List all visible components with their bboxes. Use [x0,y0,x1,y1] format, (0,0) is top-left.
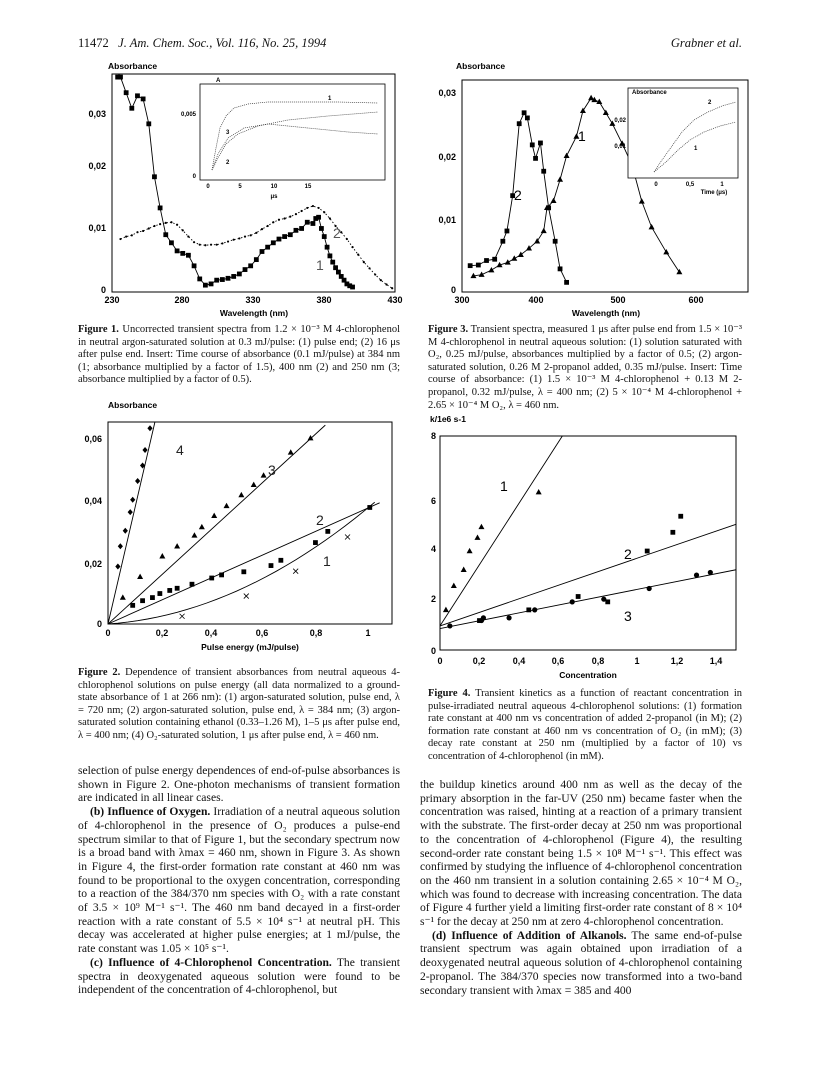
fig1-series-1-point [288,232,293,237]
fig2-xlabel: Pulse energy (mJ/pulse) [201,642,299,652]
fig1-series-2-point [193,241,195,243]
fig1-series-1-point [277,237,282,242]
fig3-xtick: 300 [454,295,470,305]
fig2-series-2-point [241,569,246,574]
fig1-series-2-point [210,244,212,246]
fig2-series-4-point [118,543,123,549]
fig3-series-1-point [518,252,524,257]
fig1-series-1-point [158,206,163,211]
fig3-series-2-point [517,121,522,126]
fig1-series-2-point [357,254,359,256]
fig1-xtick: 380 [316,295,332,305]
fig3-series-2-point [553,239,558,244]
fig3-series-1-point [564,153,570,158]
fig4-data-marks [440,436,736,629]
fig1-xticks [104,295,402,305]
fig1-series-1-point [294,228,299,233]
fig2-xtick: 0,2 [155,628,169,638]
fig4-xtick: 0,2 [472,656,486,666]
fig1-series-1-point [328,253,333,258]
fig1-series-1-point [325,245,330,250]
figure-2-caption: Figure 2. Dependence of transient absorbances from neutral aqueous 4-chlorophenol solutions on pulse energy (all data normalized to a ground-state absorbance of 1 at 266 nm): (1) argon-saturated solution, pulse end, λ = 720 nm; (2) argon-saturated solution, pulse end, λ = 384 nm; (3) argon-saturated solution containing ethanol (0.33–1.26 M), 1–5 μs after pulse end, λ = 400 nm; (4) O₂-saturated solution, 1 μs after pulse end, λ = 460 nm. [78,667,400,741]
fig2-series-3-point [159,553,165,558]
fig3-yticks [438,88,456,295]
fig2-series-4-point [130,497,135,503]
fig1-series-2-point [346,238,348,240]
fig1-series-2-line [120,206,392,288]
fig3-series-2-point [558,266,563,271]
fig1-series-1-point [319,226,324,231]
fig4-series-3-point [601,597,606,602]
fig1-series-2-point [295,213,297,215]
fig3-curve-label-1: 1 [578,128,586,144]
fig2-yticks [84,434,102,629]
fig1-series-1-point [135,93,140,98]
fig3-series-2-point [522,110,527,115]
fig3-ytick: 0,03 [438,88,456,98]
fig1-ytick: 0,03 [88,109,106,119]
fig2-xtick: 0,8 [309,628,323,638]
fig1-series-2-point [131,234,133,236]
fig3-xtick: 500 [610,295,626,305]
fig4-series-1-point [474,534,480,539]
fig1-series-2-point [153,225,155,227]
fig1-series-1-point [146,121,151,126]
fig4-xtick: 1 [634,656,640,666]
fig1-series-1-point [237,272,242,277]
fig1-series-1-point [350,285,355,290]
fig2-series-2-point [130,603,135,608]
fig2-curve-label-1: 1 [323,553,331,569]
fig1-series-1-point [118,75,123,80]
fig2-series-4-fit [108,422,155,624]
fig2-ytick: 0,04 [84,496,102,506]
fig1-ytick: 0,01 [88,223,106,233]
fig4-ytick: 2 [430,594,436,604]
fig2-series-2-point [278,558,283,563]
fig1-series-2-point [221,242,223,244]
fig3-series-1-point [541,228,547,233]
fig1-series-2-point [250,234,252,236]
fig2-series-1-point [244,594,249,599]
fig2-series-2-point [219,572,224,577]
fig4-ytick: 4 [430,544,436,554]
fig1-series-2-point [187,235,189,237]
fig4-xtick: 0 [437,656,443,666]
fig1-series-2-point [255,232,257,234]
fig1-series-1-point [322,234,327,239]
fig1-inset-xtick: 0 [206,184,210,190]
fig3-xlabel: Wavelength (nm) [571,308,641,318]
fig3-series-1-point [511,255,517,260]
fig3-xtick: 400 [528,295,544,305]
fig1-series-2-point [284,217,286,219]
fig3-inset-ytick: 0,02 [614,118,626,124]
fig2-series-4-point [135,478,140,484]
fig1-xtick: 430 [387,295,403,305]
fig1-series-1-point [220,277,225,282]
paragraph: selection of pulse energy dependences of end-of-pulse absorbances is shown in Figure 2. One-photon mechanisms of transient formation are indicated in all linear cases. [78,764,400,805]
fig3-series-1-point [557,176,563,181]
figure-1-chart [78,58,418,320]
fig3-ytick: 0,02 [438,152,456,162]
fig2-series-3-point [261,472,267,477]
paragraph: (c) Influence of 4-Chlorophenol Concentration. The transient spectra in deoxygenated aqueous solution were found to be independent of the concentration of 4-chlorophenol, but [78,955,400,997]
fig4-series-2-point [645,549,650,554]
fig1-series-2-point [176,224,178,226]
fig3-ytick: 0,01 [438,215,456,225]
figure-2-chart [78,398,418,660]
fig3-series-2-point [541,169,546,174]
fig1-curve-label-1: 1 [316,257,324,273]
fig1-series-2-point [301,210,303,212]
fig1-series-2-point [363,261,365,263]
fig1-series-1-point [311,221,316,226]
fig2-xtick: 1 [365,628,371,638]
fig4-series-1-point [443,607,449,612]
fig3-series-1-point [603,110,609,115]
fig2-series-3-point [191,532,197,537]
fig2-data-marks [108,422,380,624]
fig1-series-2-point [125,235,127,237]
fig4-series-2-fit [440,524,736,626]
fig4-series-1-point [478,524,484,529]
fig1-inset-curve-label-2: 2 [226,160,230,166]
fig1-inset-ytick: 0,005 [180,112,196,118]
fig4-series-1-point [451,583,457,588]
fig1-series-1-point [186,253,191,258]
fig2-series-3-point [137,574,143,579]
fig1-series-1-point [231,274,236,279]
fig2-curve-label-4: 4 [176,442,184,458]
paragraph: (b) Influence of Oxygen. Irradiation of a neutral aqueous solution of 4-chlorophenol in the presence of O₂ produces a pulse-end spectrum similar to that of Figure 1, but the secondary spectrum now is a broad band with λmax = 460 nm, shown in Figure 3. As shown in Figure 4, the first-order formation rate constant at 460 nm was found to be proportional to the oxygen concentration, corresponding to a reaction of the 384/370 nm species with O₂ with a rate constant of 3.5 × 10⁹ M⁻¹ s⁻¹. The 460 nm band decayed in a first-order reaction with a rate constant of 5.5 × 10⁴ s⁻¹ at neutral pH. This decay was accelerated at higher pulse energies; at 1 mJ/pulse, the rate constant was 1.05 × 10⁵ s⁻¹. [78,805,400,956]
fig1-series-2-point [278,219,280,221]
fig1-series-1-point [316,215,321,220]
fig2-xtick: 0 [105,628,111,638]
fig4-series-1-point [461,567,467,572]
fig1-series-2-point [204,244,206,246]
fig4-ylabel: k/1e6 s-1 [430,414,466,424]
fig1-curve-label-2: 2 [333,225,341,241]
fig3-series-1-point [488,267,494,272]
fig3-inset-xtick: 1 [720,182,724,188]
fig4-curve-label-3: 3 [624,608,632,624]
fig3-xticks [454,295,703,305]
fig1-series-2-point [142,230,144,232]
fig1-series-1-point [129,106,134,111]
fig1-ylabel: Absorbance [108,61,158,71]
fig4-curve-label-2: 2 [624,546,632,562]
fig4-xtick: 0,4 [512,656,526,666]
fig2-series-1-point [345,534,350,539]
fig1-ytick: 0,02 [88,161,106,171]
fig1-series-1-point [175,248,180,253]
fig1-series-1-point [203,283,208,288]
fig2-series-2-point [140,598,145,603]
fig2-curve-label-2: 2 [316,512,324,528]
fig2-series-2-point [269,563,274,568]
fig2-series-3-point [238,492,244,497]
fig4-series-1-fit [440,436,562,626]
fig2-series-4-point [147,425,152,431]
fig1-series-2-point [216,244,218,246]
fig1-series-2-point [165,222,167,224]
figure-3-caption: Figure 3. Transient spectra, measured 1 μs after pulse end from 1.5 × 10⁻³ M 4-chlorophenol in neutral aqueous solution: (1) solution saturated with O₂, 0.25 mJ/pulse, absorbances multiplied by a factor of 0.5; (2) argon-saturated solution, 0.26 M 2-propanol added, 0.35 mJ/pulse. Insert: Time course of absorbance: (1) 1.5 × 10⁻³ M 4-chlorophenol + 0.13 M 2-propanol, 0.32 mJ/pulse, λ = 400 nm; (2) 5 × 10⁻⁴ M 4-chlorophenol + 2.65 × 10⁻⁴ M O₂, λ = 460 nm. [428,324,742,411]
fig1-series-2-point [148,227,150,229]
fig2-series-4-point [128,509,133,515]
fig1-series-1-point [124,90,129,95]
fig1-inset-xtick: 5 [238,184,242,190]
author-running-head: Grabner et al. [670,36,742,50]
fig1-series-2-point [170,221,172,223]
fig3-inset-curve-label-2: 2 [708,100,712,106]
fig4-yticks [431,431,436,656]
fig1-series-1-point [254,257,259,262]
fig1-series-1-point [271,240,276,245]
fig1-series-1-point [141,97,146,102]
fig1-xtick: 230 [104,295,120,305]
fig3-series-1-point [663,249,669,254]
fig3-series-2-point [505,229,510,234]
fig3-series-2-point [500,239,505,244]
fig3-series-2-point [538,141,543,146]
body-left-column [78,764,400,997]
figure-3-chart [420,58,750,320]
fig4-xtick: 0,6 [551,656,565,666]
fig2-series-3-point [120,594,126,599]
fig4-ytick: 6 [430,496,436,506]
fig1-series-1-point [152,174,157,179]
fig3-series-1-point [649,224,655,229]
fig2-series-1-point [180,614,185,619]
fig4-curve-label-1: 1 [500,478,508,494]
fig2-series-3-point [308,435,314,440]
fig3-series-2-point [533,156,538,161]
fig1-series-1-point [192,263,197,268]
fig1-series-1-point [265,245,270,250]
fig1-series-2-point [380,279,382,281]
fig3-inset-ylabel: Absorbance [632,90,667,96]
fig1-series-2-point [312,205,314,207]
fig3-series-2-point [530,142,535,147]
fig1-series-1-point [282,234,287,239]
fig1-series-2-point [267,225,269,227]
fig2-series-3-point [251,482,257,487]
fig1-series-1-point [330,260,335,265]
fig1-inset-xlabel: μs [270,194,278,200]
fig3-series-2-point [484,258,489,263]
body-right-column [420,778,742,997]
fig3-series-1-point [639,198,645,203]
fig1-series-1-point [299,226,304,231]
fig4-series-3-point [647,586,652,591]
fig4-xtick: 1,4 [709,656,723,666]
fig1-series-1-point [305,220,310,225]
fig1-series-2-point [351,246,353,248]
fig1-series-2-point [391,287,393,289]
fig2-series-2-point [150,595,155,600]
fig1-series-1-point [226,276,231,281]
fig2-series-2-point [209,576,214,581]
fig2-series-2-point [167,588,172,593]
fig1-series-1-point [214,278,219,283]
fig1-series-2-point [368,267,370,269]
fig2-series-3-point [199,524,205,529]
fig1-series-2-point [233,239,235,241]
figure-1-caption: Figure 1. Uncorrected transient spectra from 1.2 × 10⁻³ M 4-chlorophenol in neutral argon-saturated solution at 0.3 mJ/pulse: (1) pulse end; (2) 16 μs after pulse end. Insert: Time course of absorbance (0.1 mJ/pulse) at 384 nm (1; absorbance multiplied by a factor of 1.5), 400 nm (2) and 250 nm (3; absorbance multiplied by a factor of 0.5). [78,324,401,386]
fig1-series-2-point [136,231,138,233]
fig2-series-2-point [175,586,180,591]
fig1-series-2-point [272,221,274,223]
fig2-series-2-point [157,591,162,596]
fig4-series-2-point [670,530,675,535]
fig1-inset-curve-label-3: 3 [226,130,230,136]
fig3-series-2-point [492,257,497,262]
fig1-inset-curve-label-1: 1 [328,96,332,102]
fig3-xtick: 600 [688,295,704,305]
fig1-series-2-point [199,244,201,246]
fig1-ytick: 0 [100,285,106,295]
fig3-inset [614,88,738,196]
figure-4-caption: Figure 4. Transient kinetics as a function of reactant concentration in pulse-irradiated neutral aqueous 4-chlorophenol solutions: (1) formation rate constant at 400 nm vs concentration of added 2-propanol (in M); (2) formation rate constant at 460 nm vs concentration of O₂ (in mM); (3) decay rate constant at 250 nm (multiplied by a factor of 10) vs concentration of 4-chlorophenol (in mM). [428,688,742,762]
fig1-series-2-point [289,216,291,218]
journal-citation: 11472 J. Am. Chem. Soc., Vol. 116, No. 25, 1994 [78,36,327,50]
fig3-series-1-point [580,108,586,113]
fig1-series-1-point [333,265,338,270]
fig1-series-2-point [119,238,121,240]
fig2-series-4-point [115,564,120,570]
fig4-series-2-point [678,514,683,519]
fig2-curve-label-3: 3 [268,462,276,478]
fig3-series-2-point [468,263,473,268]
fig1-series-2-point [244,235,246,237]
fig1-inset-xtick: 15 [304,184,312,190]
fig1-series-1-point [180,251,185,256]
fig2-series-3-point [211,513,217,518]
fig1-series-2-point [182,229,184,231]
fig4-series-3-point [447,623,452,628]
fig2-series-3-point [224,503,230,508]
fig1-series-2-point [329,217,331,219]
fig2-xtick: 0,4 [204,628,218,638]
fig1-series-2-point [306,207,308,209]
fig3-series-2-point [546,205,551,210]
fig1-inset-panel-label: A [216,78,221,84]
fig4-series-3-point [481,615,486,620]
fig1-series-1-point [197,277,202,282]
fig3-series-2-point [525,116,530,121]
fig3-curve-label-2: 2 [514,187,522,203]
fig3-series-1-point [505,259,511,264]
fig4-xlabel: Concentration [559,670,617,680]
fig1-xlabel: Wavelength (nm) [219,308,289,318]
fig1-xtick: 280 [174,295,190,305]
fig2-series-2-point [190,582,195,587]
fig1-series-2-point [261,228,263,230]
fig1-series-1-point [248,263,253,268]
fig4-series-3-point [708,570,713,575]
fig2-series-3-point [174,543,180,548]
fig4-xtick: 0,8 [591,656,605,666]
fig1-series-2-point [159,223,161,225]
fig2-ylabel: Absorbance [108,400,158,410]
page-header [78,36,742,52]
fig1-series-1-point [260,249,265,254]
fig1-series-1-point [169,240,174,245]
fig2-ytick: 0 [96,619,102,629]
fig1-inset [181,78,385,200]
fig2-ytick: 0,06 [84,434,102,444]
fig1-yticks [88,109,106,295]
fig2-series-2-point [367,505,372,510]
fig3-series-2-point [476,263,481,268]
fig1-series-2-point [317,207,319,209]
fig2-series-4-point [142,447,147,453]
fig1-series-2-point [323,211,325,213]
fig1-series-1-point [243,267,248,272]
fig1-series-2-point [385,283,387,285]
fig1-series-1-point [336,270,341,275]
fig4-series-3-point [532,607,537,612]
fig4-series-3-point [506,615,511,620]
fig1-series-2-point [374,273,376,275]
fig2-series-2-point [313,540,318,545]
fig3-ylabel: Absorbance [456,61,506,71]
fig4-series-3-point [694,573,699,578]
fig3-inset-xtick: 0 [654,182,658,188]
fig4-xtick: 1,2 [670,656,684,666]
paragraph: the buildup kinetics around 400 nm as well as the decay of the primary absorption in the far-UV (250 nm) became faster when the concentration was raised, hinting at a reaction of a primary transient with the substrate. The first-order decay at 250 nm was proportional to the concentration of 4-chlorophenol (Figure 4), the resulting second-order rate constant being 1.5 × 10⁸ M⁻¹ s⁻¹. This effect was confirmed by studying the influence of 4-chlorophenol concentration on the 460 nm transient in a solution containing 2.65 × 10⁻⁴ M O₂, which was found to decrease with increasing concentration. The data of Figure 4 further yield a limiting first-order rate constant of 8 × 10⁴ s⁻¹ for the decay at 250 nm at zero 4-chlorophenol concentration. [420,778,742,929]
fig4-series-1-point [536,489,542,494]
fig4-series-2-point [576,594,581,599]
fig3-inset-xtick: 0,5 [685,182,695,188]
fig4-series-1-point [467,548,473,553]
fig4-ytick: 0 [430,646,436,656]
fig3-ytick: 0 [450,285,456,295]
fig1-series-1-point [163,232,168,237]
fig4-ytick: 8 [430,431,436,441]
fig1-inset-ytick: 0 [192,174,196,180]
fig2-series-3-point [288,449,294,454]
fig2-xticks [105,628,370,638]
fig1-series-1-point [209,282,214,287]
fig1-inset-xtick: 10 [270,184,278,190]
fig3-inset-xlabel: Time (μs) [700,190,728,196]
fig1-series-2-point [238,237,240,239]
fig2-series-2-point [325,529,330,534]
fig2-series-1-point [293,569,298,574]
fig2-xtick: 0,6 [255,628,269,638]
fig2-series-3-fit [108,425,325,624]
fig3-inset-curve-label-1: 1 [694,146,698,152]
fig3-inset-ytick: 0,01 [614,144,626,150]
paragraph: (d) Influence of Addition of Alkanols. The same end-of-pulse transient spectrum was again obtained upon irradiation of a deoxygenated neutral aqueous solution of 4-chlorophenol containing 2-propanol. The 384/370 species now transformed into a two-band secondary transient with λmax = 385 and 400 [420,928,742,997]
fig4-xticks [437,656,722,666]
fig3-series-2-point [564,280,569,285]
fig3-series-1-point [534,238,540,243]
fig2-ytick: 0,02 [84,559,102,569]
fig2-series-4-point [123,528,128,534]
fig1-xtick: 330 [245,295,261,305]
fig4-series-3-point [570,599,575,604]
fig3-series-1-point [551,198,557,203]
fig2-series-2-fit [108,503,380,624]
figure-4-chart [420,416,750,692]
fig1-series-2-point [227,240,229,242]
